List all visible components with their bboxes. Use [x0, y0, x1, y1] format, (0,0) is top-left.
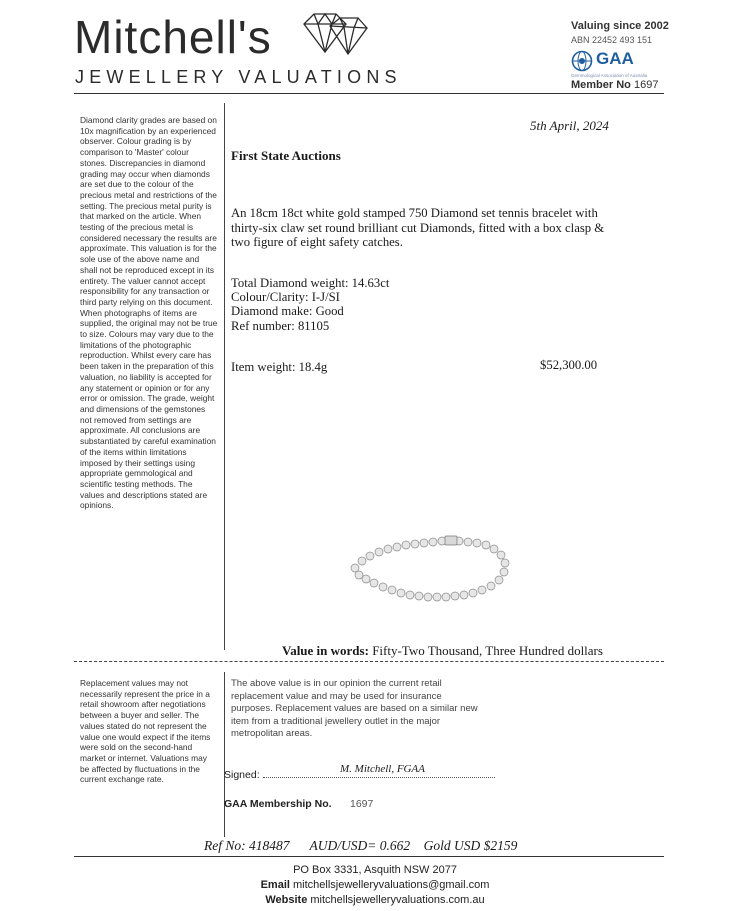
website-line	[0, 894, 750, 906]
recipient-name: First State Auctions	[231, 148, 341, 163]
website-label: Website	[265, 894, 308, 906]
value-in-words-text: Fifty-Two Thousand, Three Hundred dollars	[372, 643, 603, 658]
gaa-logo-text: GAA	[596, 49, 634, 68]
member-label: Member No	[571, 79, 631, 91]
company-name: Mitchell's	[74, 11, 272, 63]
signature-line	[263, 777, 495, 778]
gaa-membership-label: GAA Membership No.	[224, 798, 332, 810]
total-diamond-weight: Total Diamond weight: 14.63ct	[231, 276, 390, 290]
disclaimer-text: Diamond clarity grades are based on 10x magnification by an experienced observer. Colour grading is by comparison to 'Master' colour stones. Discrepancies in diamond grading may occur when diamonds are set due to the colour of the precious metal and restrictions of the setting. The precious metal purity is that marked on the article. When testing of the precious metal is considered necessary the results are approximate. This valuation is for the sole use of the above name and shall not be reproduced except in its entirety. The valuer cannot accept responsibility for any transaction or third party relying on this document. When photographs of items are supplied, the original may not be true to size. Colours may vary due to the limitations of the photographic reproduction. Whilst every care has been taken in the preparation of this valuation, no liability is accepted for any statement or opinion or for any error or omission. The grade, weight and dimensions of the gemstones not removed from settings are approximate. All conclusions are substantiated by careful examination of the items within limitations imposed by their settings using appropriate gemmological and scientific testing methods. The values and descriptions stated are opinions.	[80, 115, 218, 511]
abn-number: ABN 22452 493 151	[571, 35, 653, 45]
email-address: mitchellsjewelleryvaluations@gmail.com	[293, 879, 490, 891]
email-line	[0, 879, 750, 891]
section-divider	[74, 661, 664, 662]
value-statement: The above value is in our opinion the current retail replacement value and may be used for insurance purposes. Replacement values are based on a similar new item from a traditional jewellery outlet in the major metropolitan areas.	[231, 678, 478, 739]
column-divider	[224, 103, 225, 650]
gaa-membership-number: 1697	[350, 798, 374, 810]
reference-line: Ref No: 418487 AUD/USD= 0.662 Gold USD $2159	[204, 838, 518, 853]
footer-divider	[74, 856, 664, 857]
header-divider	[74, 93, 664, 94]
member-number	[571, 79, 658, 91]
diamond-make: Diamond make: Good	[231, 304, 344, 319]
valuation-price: $52,300.00	[540, 358, 598, 372]
postal-address: PO Box 3331, Asquith NSW 2077	[293, 864, 457, 876]
diamond-logo-icon	[300, 10, 370, 56]
company-subtitle: JEWELLERY VALUATIONS	[75, 67, 402, 87]
diamond-specs	[231, 276, 389, 333]
signatory-name: M. Mitchell, FGAA	[340, 763, 425, 775]
ref-number: Ref number: 81105	[231, 318, 330, 333]
item-weight: Item weight: 18.4g	[231, 360, 328, 374]
email-label: Email	[260, 879, 290, 891]
valuing-since: Valuing since 2002	[571, 20, 669, 32]
gaa-globe-icon	[571, 50, 593, 72]
gaa-logo-caption: Gemmological Association of Australia	[571, 73, 648, 78]
value-in-words	[282, 643, 603, 659]
value-in-words-label: Value in words:	[282, 643, 369, 658]
replacement-disclaimer: Replacement values may not necessarily represent the price in a retail showroom after negotiations between a buyer and seller. The values stated do not represent the value one would expect if the items were sold on the second-hand market or internet. Valuations may be affected by fluctuations in the current exchange rate.	[80, 678, 211, 785]
signed-label: Signed:	[224, 769, 260, 781]
valuation-date: 5th April, 2024	[530, 118, 609, 133]
colour-clarity: Colour/Clarity: I-J/SI	[231, 290, 340, 305]
lower-column-divider	[224, 672, 225, 837]
member-value: 1697	[633, 79, 659, 91]
bracelet-photo	[340, 530, 520, 610]
item-description: An 18cm 18ct white gold stamped 750 Diamond set tennis bracelet with thirty-six claw set round brilliant cut Diamonds, fitted with a box clasp & two figure of eight safety catches.	[231, 206, 605, 250]
website-address: mitchellsjewelleryvaluations.com.au	[310, 894, 485, 906]
